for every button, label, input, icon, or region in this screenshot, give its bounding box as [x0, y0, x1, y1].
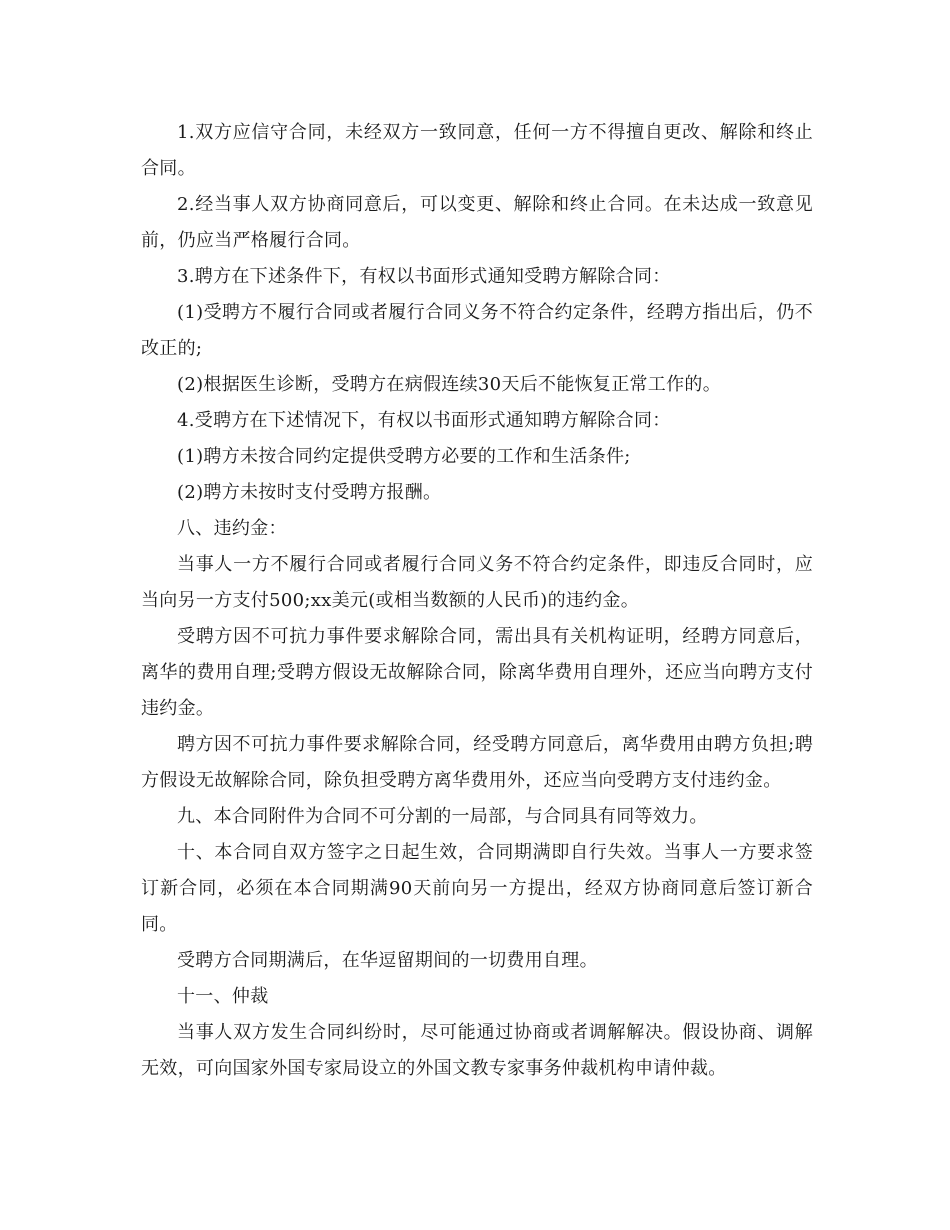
section-heading: 十、本合同自双方签字之日起生效，合同期满即自行失效。当事人一方要求签订新合同，必须在本合同期满90天前向另一方提出，经双方协商同意后签订新合同。	[141, 842, 813, 935]
clause-paragraph: (1)聘方未按合同约定提供受聘方必要的工作和生活条件;	[177, 446, 631, 467]
clause-paragraph: 1.双方应信守合同，未经双方一致同意，任何一方不得擅自更改、解除和终止合同。	[141, 122, 813, 179]
clause-paragraph: 当事人一方不履行合同或者履行合同义务不符合约定条件，即违反合同时，应当向另一方支付500;xx美元(或相当数额的人民币)的违约金。	[141, 554, 813, 611]
clause-paragraph: 4.受聘方在下述情况下，有权以书面形式通知聘方解除合同：	[177, 410, 671, 431]
clause-paragraph: 受聘方合同期满后，在华逗留期间的一切费用自理。	[177, 950, 598, 971]
document-body	[141, 115, 813, 1087]
clause-paragraph: 当事人双方发生合同纠纷时，尽可能通过协商或者调解解决。假设协商、调解无效，可向国家外国专家局设立的外国文教专家事务仲裁机构申请仲裁。	[141, 1022, 813, 1079]
clause-paragraph: (2)根据医生诊断，受聘方在病假连续30天后不能恢复正常工作的。	[177, 374, 721, 395]
clause-paragraph: 3.聘方在下述条件下，有权以书面形式通知受聘方解除合同：	[177, 266, 671, 287]
section-heading: 八、违约金：	[177, 518, 287, 539]
clause-paragraph: (1)受聘方不履行合同或者履行合同义务不符合约定条件，经聘方指出后，仍不改正的;	[141, 302, 813, 359]
section-heading: 九、本合同附件为合同不可分割的一局部，与合同具有同等效力。	[177, 806, 708, 827]
clause-paragraph: 聘方因不可抗力事件要求解除合同，经受聘方同意后，离华费用由聘方负担;聘方假设无故解除合同，除负担受聘方离华费用外，还应当向受聘方支付违约金。	[141, 734, 813, 791]
clause-paragraph: (2)聘方未按时支付受聘方报酬。	[177, 482, 442, 503]
clause-paragraph: 受聘方因不可抗力事件要求解除合同，需出具有关机构证明，经聘方同意后，离华的费用自理;受聘方假设无故解除合同，除离华费用自理外，还应当向聘方支付违约金。	[141, 626, 813, 719]
clause-paragraph: 2.经当事人双方协商同意后，可以变更、解除和终止合同。在未达成一致意见前，仍应当严格履行合同。	[141, 194, 813, 251]
section-heading: 十一、仲裁	[177, 986, 269, 1007]
